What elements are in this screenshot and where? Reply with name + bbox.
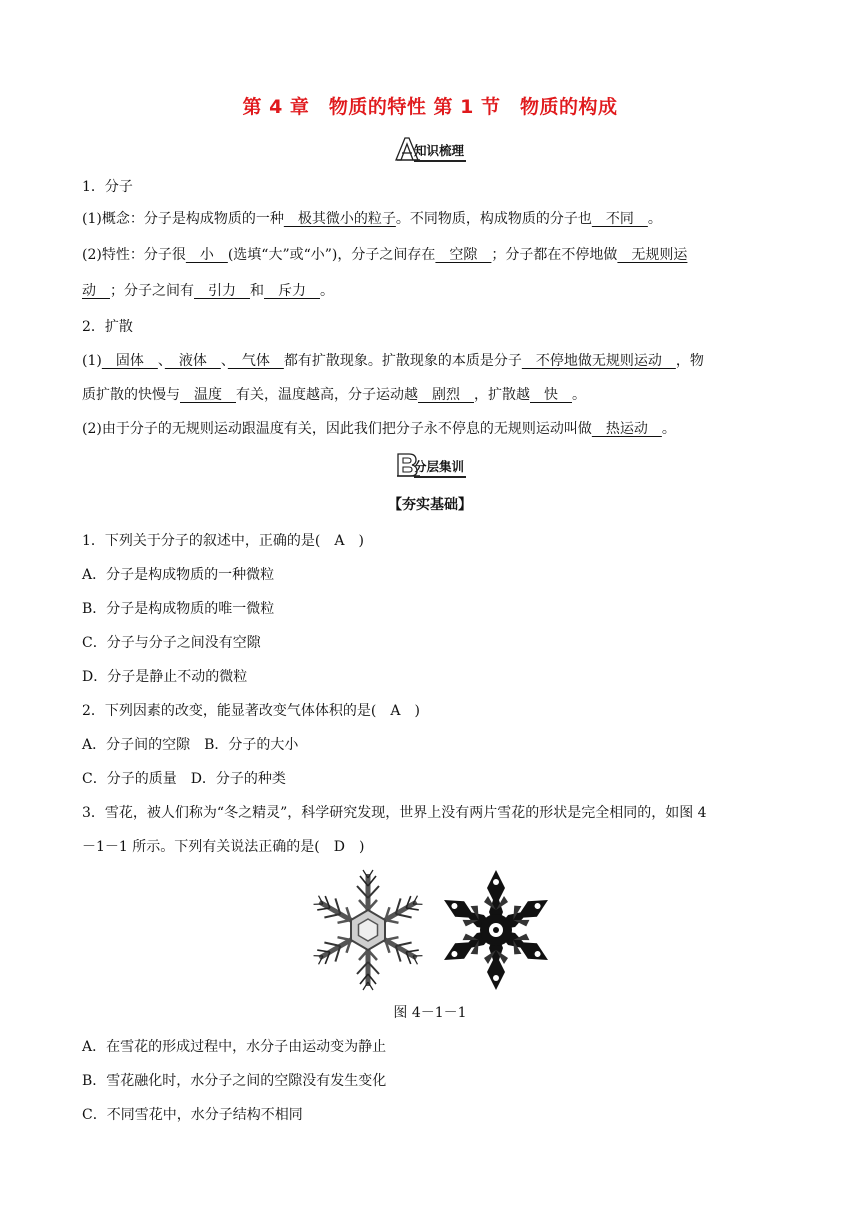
- knowledge-heading-diffusion: 2．扩散: [82, 319, 133, 335]
- knowledge-line: (1) 固体 、 液体 、 气体 都有扩散现象。扩散现象的本质是分子 不停地做无规则运动 ，物: [82, 353, 704, 369]
- question-1-option-c: C．分子与分子之间没有空隙: [82, 635, 261, 651]
- snowflake-images: [300, 866, 560, 996]
- figure-caption: 图 4－1－1: [393, 1005, 467, 1021]
- question-3-option-c: C．不同雪花中，水分子结构不相同: [82, 1107, 303, 1123]
- answer-blank: 不同: [591, 211, 648, 227]
- knowledge-line: (2)特性：分子很 小 (选填“大”或“小”)，分子之间存在 空隙 ；分子都在不停地做 无规则运: [82, 247, 688, 263]
- question-2-options-ab: A．分子间的空隙 B．分子的大小: [82, 737, 299, 753]
- question-2-options-cd: C．分子的质量 D．分子的种类: [82, 771, 286, 787]
- answer-blank: 小: [185, 247, 228, 263]
- page-title: 第 4 章 物质的特性 第 1 节 物质的构成: [242, 96, 618, 118]
- answer-blank: 快: [530, 387, 572, 403]
- answer-blank: 气体: [227, 353, 284, 369]
- badge-label: 分层集训: [414, 460, 466, 478]
- question-3-stem-line1: 3．雪花，被人们称为“冬之精灵”，科学研究发现，世界上没有两片雪花的形状是完全相同的，如图 4: [82, 805, 707, 821]
- question-3-option-b: B．雪花融化时，水分子之间的空隙没有发生变化: [82, 1073, 387, 1089]
- answer-blank: 剧烈: [418, 387, 474, 403]
- answer-blank: 无规则运: [617, 247, 688, 263]
- question-1-option-d: D．分子是静止不动的微粒: [82, 669, 248, 685]
- answer-blank: 极其微小的粒子: [283, 211, 396, 227]
- knowledge-line: 质扩散的快慢与 温度 有关，温度越高，分子运动越 剧烈 ，扩散越 快 。: [82, 387, 586, 403]
- question-1-stem: 1．下列关于分子的叙述中，正确的是( A ): [82, 533, 364, 549]
- section-label-basics: 【夯实基础】: [388, 497, 472, 513]
- answer-blank: 斥力: [264, 283, 320, 299]
- knowledge-line: (2)由于分子的无规则运动跟温度有关，因此我们把分子永不停息的无规则运动叫做 热运动 。: [82, 421, 676, 437]
- answer-blank: 空隙: [435, 247, 492, 263]
- answer-blank: 不停地做无规则运动: [521, 353, 676, 369]
- answer-blank: 引力: [194, 283, 250, 299]
- badge-label: 知识梳理: [414, 144, 466, 162]
- answer-blank: 动: [82, 283, 110, 299]
- answer-blank: 液体: [164, 353, 221, 369]
- question-2-stem: 2．下列因素的改变，能显著改变气体体积的是( A ): [82, 703, 420, 719]
- question-3-stem-line2: －1－1 所示。下列有关说法正确的是( D ): [82, 839, 365, 855]
- answer-blank: 温度: [180, 387, 236, 403]
- section-badge-training: [0, 452, 860, 478]
- section-badge-knowledge: [0, 136, 860, 162]
- question-1-option-b: B．分子是构成物质的唯一微粒: [82, 601, 275, 617]
- question-1-option-a: A．分子是构成物质的一种微粒: [82, 567, 275, 583]
- question-3-option-a: A．在雪花的形成过程中，水分子由运动变为静止: [82, 1039, 387, 1055]
- knowledge-heading-molecule: 1．分子: [82, 179, 133, 195]
- answer-blank: 固体: [101, 353, 158, 369]
- snowflake-figure: [300, 866, 560, 996]
- answer-blank: 热运动: [591, 421, 662, 437]
- knowledge-line: 动 ；分子之间有 引力 和 斥力 。: [82, 283, 334, 299]
- knowledge-line: (1)概念：分子是构成物质的一种 极其微小的粒子。不同物质，构成物质的分子也 不同 。: [82, 211, 662, 227]
